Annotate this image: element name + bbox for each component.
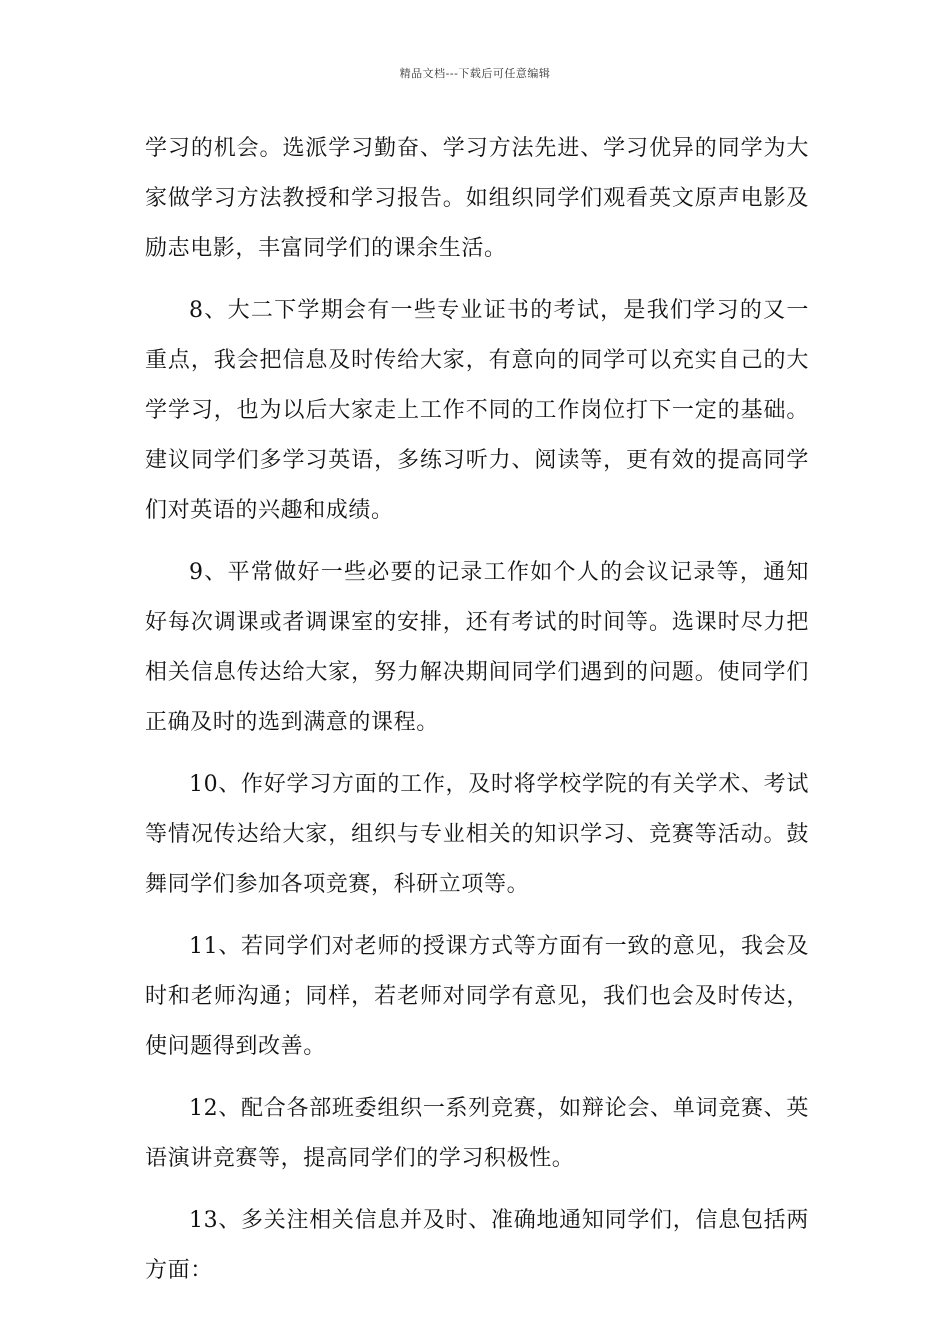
paragraph-continuation: 学习的机会。选派学习勤奋、学习方法先进、学习优异的同学为大家做学习方法教授和学习报告。如组织同学们观看英文原声电影及励志电影，丰富同学们的课余生活。 [145,136,809,261]
document-body [145,124,809,1308]
paragraph-item-8: 8、大二下学期会有一些专业证书的考试，是我们学习的又一重点，我会把信息及时传给大家，有意向的同学可以充实自己的大学学习，也为以后大家走上工作不同的工作岗位打下一定的基础。建议同学们多学习英语，多练习听力、阅读等，更有效的提高同学们对英语的兴趣和成绩。 [145,298,809,523]
paragraph-item-12: 12、配合各部班委组织一系列竞赛，如辩论会、单词竞赛、英语演讲竞赛等，提高同学们的学习积极性。 [145,1096,809,1171]
paragraph-item-11: 11、若同学们对老师的授课方式等方面有一致的意见，我会及时和老师沟通；同样，若老师对同学有意见，我们也会及时传达，使问题得到改善。 [145,934,809,1059]
page-header: 精品文档---下载后可任意编辑 [399,67,551,80]
paragraph-item-9: 9、平常做好一些必要的记录工作如个人的会议记录等，通知好每次调课或者调课室的安排，还有考试的时间等。选课时尽力把相关信息传达给大家，努力解决期间同学们遇到的问题。使同学们正确及时的选到满意的课程。 [145,560,809,735]
paragraph-item-13: 13、多关注相关信息并及时、准确地通知同学们，信息包括两方面： [145,1208,809,1283]
paragraph-item-10: 10、作好学习方面的工作，及时将学校学院的有关学术、考试等情况传达给大家，组织与专业相关的知识学习、竞赛等活动。鼓舞同学们参加各项竞赛，科研立项等。 [145,772,809,897]
